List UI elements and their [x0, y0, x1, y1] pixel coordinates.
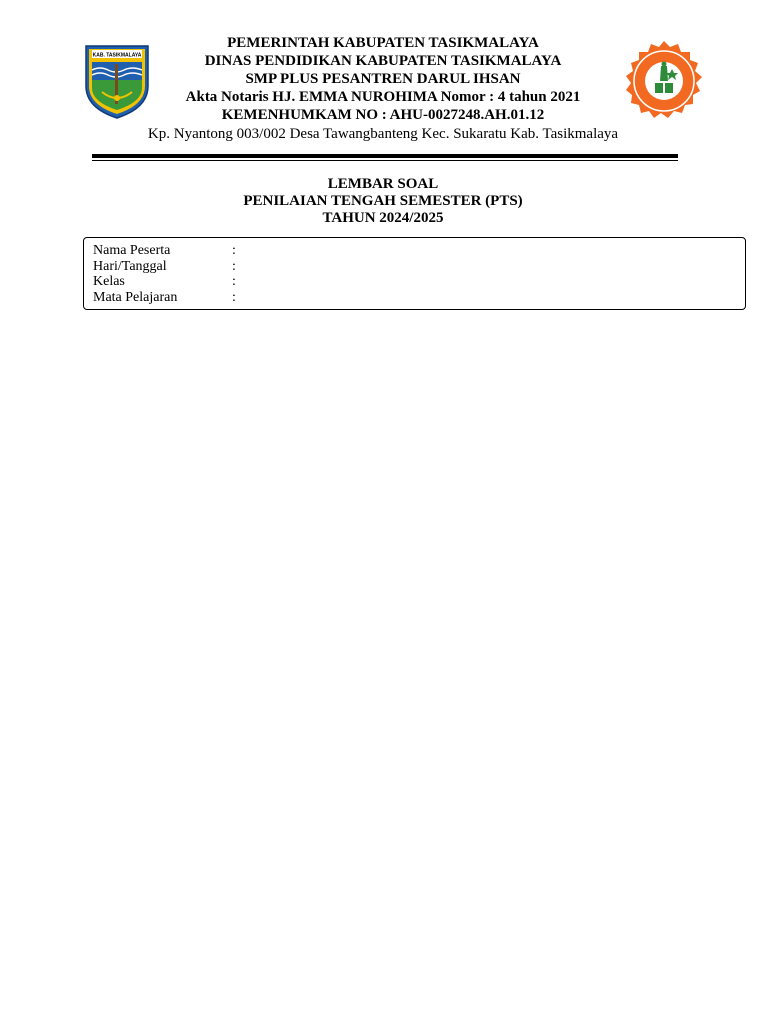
kabupaten-tasikmalaya-emblem-icon: [80, 40, 154, 120]
identity-label: Hari/Tanggal: [93, 258, 167, 274]
student-identity-box: [83, 237, 746, 310]
emblem-banner-text: KAB. TASIKMALAYA: [92, 52, 142, 59]
title-academic-year: TAHUN 2024/2025: [322, 210, 444, 226]
letterhead-department: DINAS PENDIDIKAN KABUPATEN TASIKMALAYA: [204, 53, 562, 69]
title-lembar-soal: LEMBAR SOAL: [327, 176, 439, 192]
identity-separator: :: [232, 274, 236, 289]
smp-plus-pesantren-darul-ihsan-seal-icon: [618, 40, 710, 122]
identity-separator: :: [232, 289, 236, 305]
identity-label: Mata Pelajaran: [93, 289, 178, 305]
document-title: [160, 176, 606, 227]
letterhead-school-name: SMP PLUS PESANTREN DARUL IHSAN: [245, 71, 521, 87]
identity-label: Kelas: [93, 274, 125, 289]
letterhead-divider-thick: [92, 154, 678, 158]
letterhead-notary-deed: Akta Notaris HJ. EMMA NUROHIMA Nomor : 4 tahun 2021: [185, 89, 581, 105]
identity-label: Nama Peserta: [93, 243, 171, 258]
identity-separator: :: [232, 258, 236, 274]
letterhead-divider-thin: [92, 160, 678, 161]
letterhead-government: PEMERINTAH KABUPATEN TASIKMALAYA: [227, 35, 539, 51]
title-exam-name: PENILAIAN TENGAH SEMESTER (PTS): [243, 193, 523, 209]
letterhead-address: Kp. Nyantong 003/002 Desa Tawangbanteng Kec. Sukaratu Kab. Tasikmalaya: [147, 126, 619, 142]
letterhead-ministry-number: KEMENHUMKAM NO : AHU-0027248.AH.01.12: [221, 107, 545, 123]
letterhead: [160, 34, 606, 124]
identity-separator: :: [232, 243, 236, 258]
